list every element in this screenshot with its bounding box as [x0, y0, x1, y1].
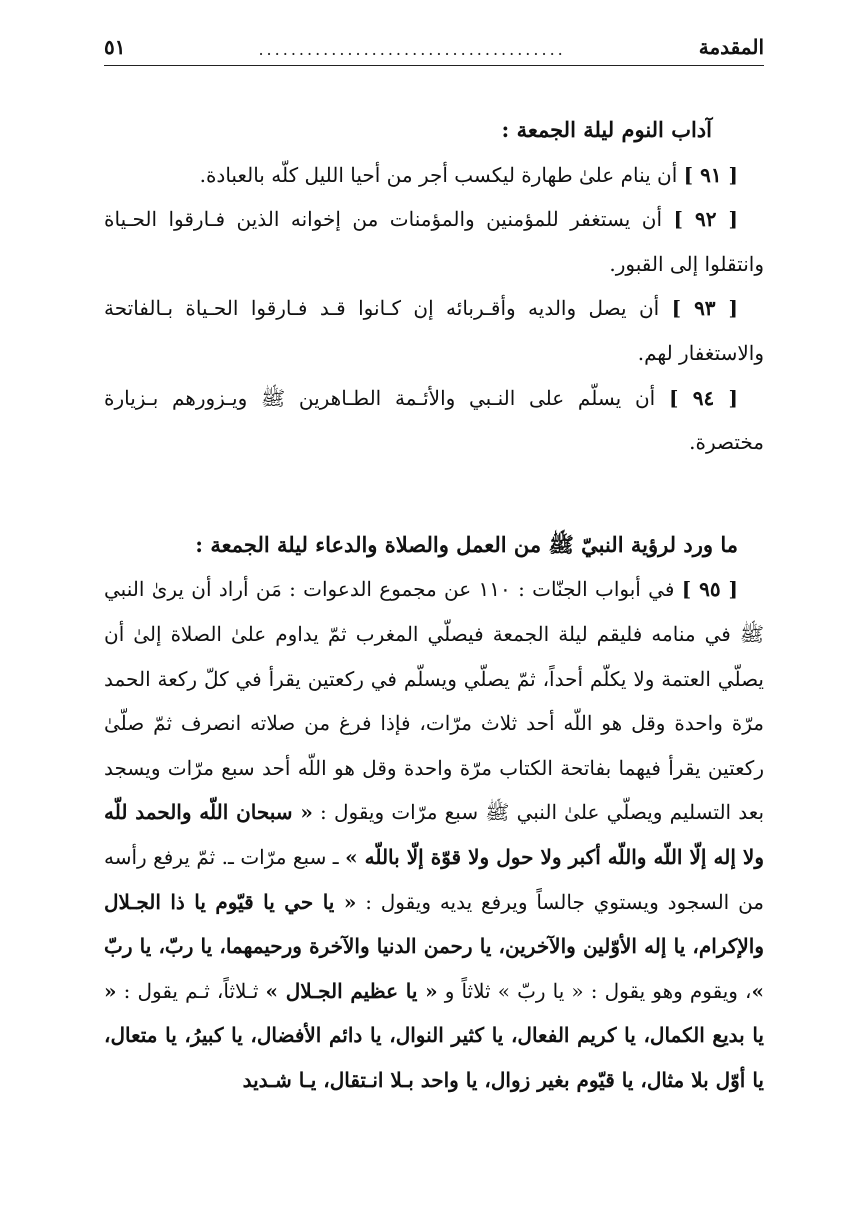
item-number: [ ٩٤ ]	[668, 385, 739, 410]
item-92	[104, 197, 764, 286]
paragraph-text: ثـلاثاً، ثـم يقول :	[123, 978, 259, 1003]
paragraph-text: ـ سبع مرّات ـ. ثمّ يرفع رأسه من السجود ويستوي جالساً ويرفع يديه ويقول :	[104, 844, 765, 914]
item-text: أن ينام علىٰ طهارة ليكسب أجر من أحيا الليل كلّه بالعبادة.	[199, 162, 678, 187]
section-heading-prophet-vision: ما ورد لرؤية النبيّ ﷺ من العمل والصلاة والدعاء ليلة الجمعة :	[195, 531, 738, 557]
body-text	[104, 108, 764, 1102]
item-95	[104, 567, 764, 1102]
item-94	[104, 376, 764, 465]
quoted-supplication: « يا عظيم الجـلال »	[265, 978, 438, 1003]
item-text: أن يسلّم على النـبي والأئـمة الطـاهرين ﷺ ويـزورهم بـزيارة مختصرة.	[104, 385, 764, 455]
item-number: [ ٩٢ ]	[673, 207, 738, 232]
item-number: [ ٩٥ ]	[681, 577, 738, 602]
page-number: ٥١	[104, 35, 126, 59]
leader-dots: ......................................	[258, 40, 566, 59]
item-text: أن يصل والديه وأقـربائه إن كـانوا قـد فـارقوا الحـياة بـالفاتحة والاستغفار لهم.	[104, 296, 764, 365]
paragraph-text: في أبواب الجنّات : ١١٠ عن مجموع الدعوات : مَن أراد أن يرىٰ النبي ﷺ في منامه فليقم ليلة الجمعة فيصلّي المغرب ثمّ يداوم علىٰ الصلاة إلىٰ أن يصلّي العتمة ولا يكلّم أحداً، ثمّ يصلّي ويسلّم في ركعتين يقرأ في كلّ ركعة الحمد مرّة واحدة وقل هو اللّه أحد ثلاث مرّات، فإذا فرغ من صلاته انصرف ثمّ صلّىٰ ركعتين يقرأ فيهما بفاتحة الكتاب مرّة واحدة وقل هو اللّه أحد سبع مرّات ويسجد بعد التسليم ويصلّي علىٰ النبي ﷺ سبع مرّات ويقول :	[104, 577, 765, 825]
item-91	[104, 153, 764, 198]
section-heading-sleep-etiquette: آداب النوم ليلة الجمعة :	[501, 117, 712, 142]
paragraph-text: ، ويقوم وهو يقول : « يا ربّ » ثلاثاً و	[444, 978, 752, 1003]
item-text: أن يستغفر للمؤمنين والمؤمنات من إخوانه الذين فـارقوا الحـياة وانتقلوا إلى القبور.	[104, 207, 764, 276]
quoted-supplication: « يا حي يا قيّوم يا ذا الجـلال والإكرام، يا إله الأوّلين والآخرين، يا رحمن الدنيا والآخرة ورحيمهما، يا ربّ، يا ربّ »	[104, 889, 764, 1003]
item-93	[104, 286, 764, 375]
item-number: [ ٩٣ ]	[671, 296, 738, 321]
section-title: المقدمة	[698, 35, 764, 59]
quoted-supplication: « يا بديع الكمال، يا كريم الفعال، يا كثير النوال، يا دائم الأفضال، يا كبيرُ، يا متعال، يا أوّل بلا مثال، يا قيّوم بغير زوال، يا واحد بـلا انـتقال، يـا شـديد	[104, 978, 764, 1092]
section-spacer	[104, 465, 764, 523]
quoted-dhikr: « سبحان اللّه والحمد للّه ولا إله إلّا اللّه واللّه أكبر ولا حول ولا قوّة إلّا باللّه »	[104, 800, 764, 869]
running-header	[104, 26, 764, 66]
item-number: [ ٩١ ]	[683, 162, 738, 187]
